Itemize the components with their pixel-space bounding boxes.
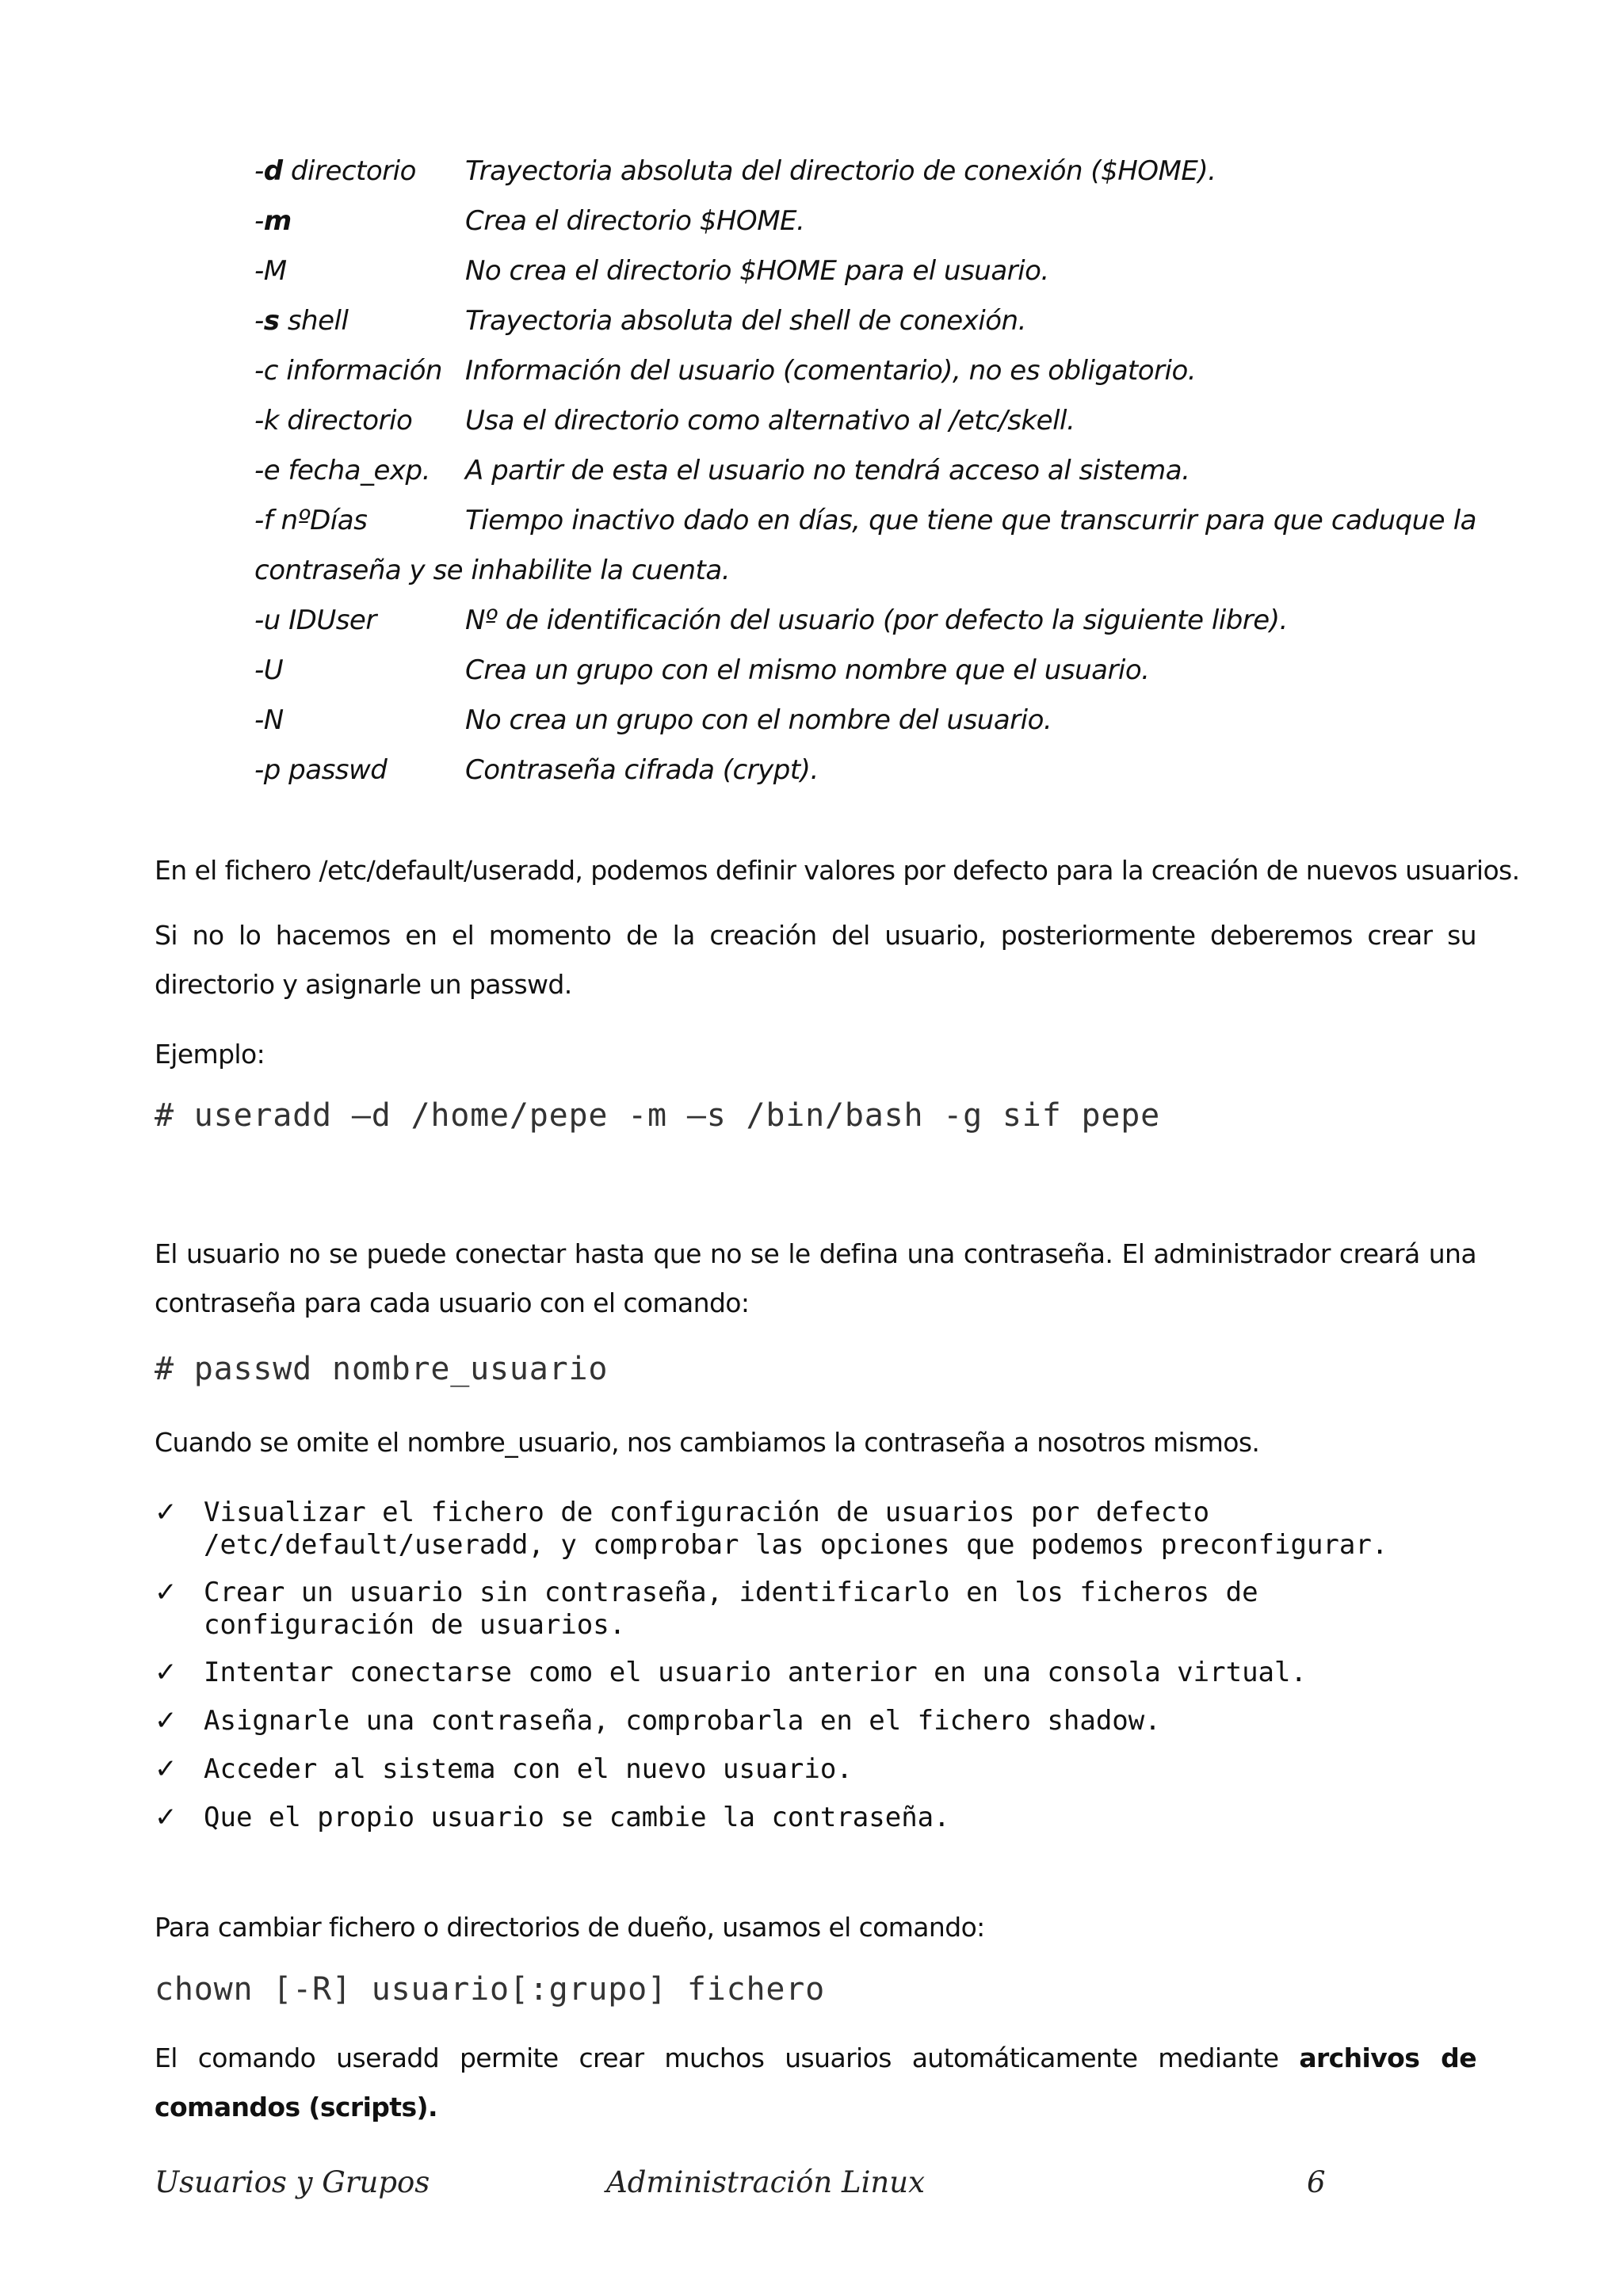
checklist-text: Que el propio usuario se cambie la contraseña.	[204, 1802, 950, 1833]
checkmark-icon: ✓	[155, 1577, 178, 1608]
option-flag: -e fecha_exp.	[254, 455, 430, 486]
option-flag: -p passwd	[254, 754, 388, 786]
option-flag: -u IDUser	[254, 605, 376, 636]
option-description: No crea un grupo con el nombre del usuario.	[465, 704, 1052, 736]
option-flag: -U	[254, 654, 284, 686]
option-description: Usa el directorio como alternativo al /etc/skell.	[465, 405, 1075, 437]
checklist-text: Crear un usuario sin contraseña, identificarlo en los ficheros de configuración de usuarios.	[204, 1577, 1258, 1641]
code-useradd-example: # useradd –d /home/pepe -m –s /bin/bash -g sif pepe	[155, 1097, 1160, 1134]
footer-section-title: Usuarios y Grupos	[155, 2165, 430, 2199]
option-flag: -N	[254, 704, 284, 736]
option-description: Trayectoria absoluta del shell de conexión.	[465, 305, 1026, 337]
option-flag: -d directorio	[254, 155, 416, 187]
option-flag: -M	[254, 255, 287, 287]
option-description: Nº de identificación del usuario (por defecto la siguiente libre).	[465, 605, 1288, 636]
option-description: No crea el directorio $HOME para el usuario.	[465, 255, 1049, 287]
paragraph-default-file: En el fichero /etc/default/useradd, podemos definir valores por defecto para la creación de nuevos usuarios.	[155, 855, 1520, 886]
option-description: Trayectoria absoluta del directorio de conexión ($HOME).	[465, 155, 1216, 187]
checklist-text: Intentar conectarse como el usuario anterior en una consola virtual.	[204, 1657, 1307, 1688]
option-description: Contraseña cifrada (crypt).	[465, 754, 819, 786]
paragraph-if-not: Si no lo hacemos en el momento de la creación del usuario, posteriormente deberemos crear su directorio y asignarle un passwd.	[155, 920, 1476, 1000]
paragraph-omit-user: Cuando se omite el nombre_usuario, nos cambiamos la contraseña a nosotros mismos.	[155, 1427, 1260, 1458]
option-description-continuation: contraseña y se inhabilite la cuenta.	[254, 555, 731, 586]
option-description: Crea un grupo con el mismo nombre que el usuario.	[465, 654, 1150, 686]
footer-page-number: 6	[1307, 2165, 1326, 2199]
option-description: Tiempo inactivo dado en días, que tiene que transcurrir para que caduque la	[465, 505, 1476, 536]
scripts-emphasis: archivos de comandos (scripts).	[155, 2042, 1476, 2122]
checkmark-icon: ✓	[155, 1802, 178, 1833]
checkmark-icon: ✓	[155, 1657, 178, 1688]
option-flag: -c información	[254, 355, 442, 387]
checkmark-icon: ✓	[155, 1753, 178, 1785]
option-flag: -f nºDías	[254, 505, 368, 536]
option-description: Crea el directorio $HOME.	[465, 205, 805, 237]
checkmark-icon: ✓	[155, 1705, 178, 1737]
checklist-text: Visualizar el fichero de configuración de usuarios por defecto /etc/default/useradd, y comprobar las opciones que podemos preconfigurar.	[204, 1497, 1388, 1561]
paragraph-scripts: El comando useradd permite crear muchos usuarios automáticamente mediante archivos de comandos (scripts).	[155, 2042, 1476, 2122]
checkmark-icon: ✓	[155, 1497, 178, 1528]
code-chown-command: chown [-R] usuario[:grupo] fichero	[155, 1971, 825, 2008]
example-label: Ejemplo:	[155, 1039, 265, 1070]
option-description: Información del usuario (comentario), no es obligatorio.	[465, 355, 1197, 387]
footer-document-title: Administración Linux	[606, 2165, 925, 2199]
option-description: A partir de esta el usuario no tendrá acceso al sistema.	[465, 455, 1190, 486]
option-flag: -k directorio	[254, 405, 413, 437]
paragraph-no-connect: El usuario no se puede conectar hasta que no se le defina una contraseña. El administrador creará una contraseña para cada usuario con el comando:	[155, 1238, 1476, 1318]
code-passwd-command: # passwd nombre_usuario	[155, 1351, 609, 1387]
checklist-text: Asignarle una contraseña, comprobarla en el fichero shadow.	[204, 1705, 1161, 1737]
option-flag: -s shell	[254, 305, 349, 337]
paragraph-chown-intro: Para cambiar fichero o directorios de dueño, usamos el comando:	[155, 1912, 985, 1943]
checklist-text: Acceder al sistema con el nuevo usuario.	[204, 1753, 853, 1785]
option-flag: -m	[254, 205, 292, 237]
